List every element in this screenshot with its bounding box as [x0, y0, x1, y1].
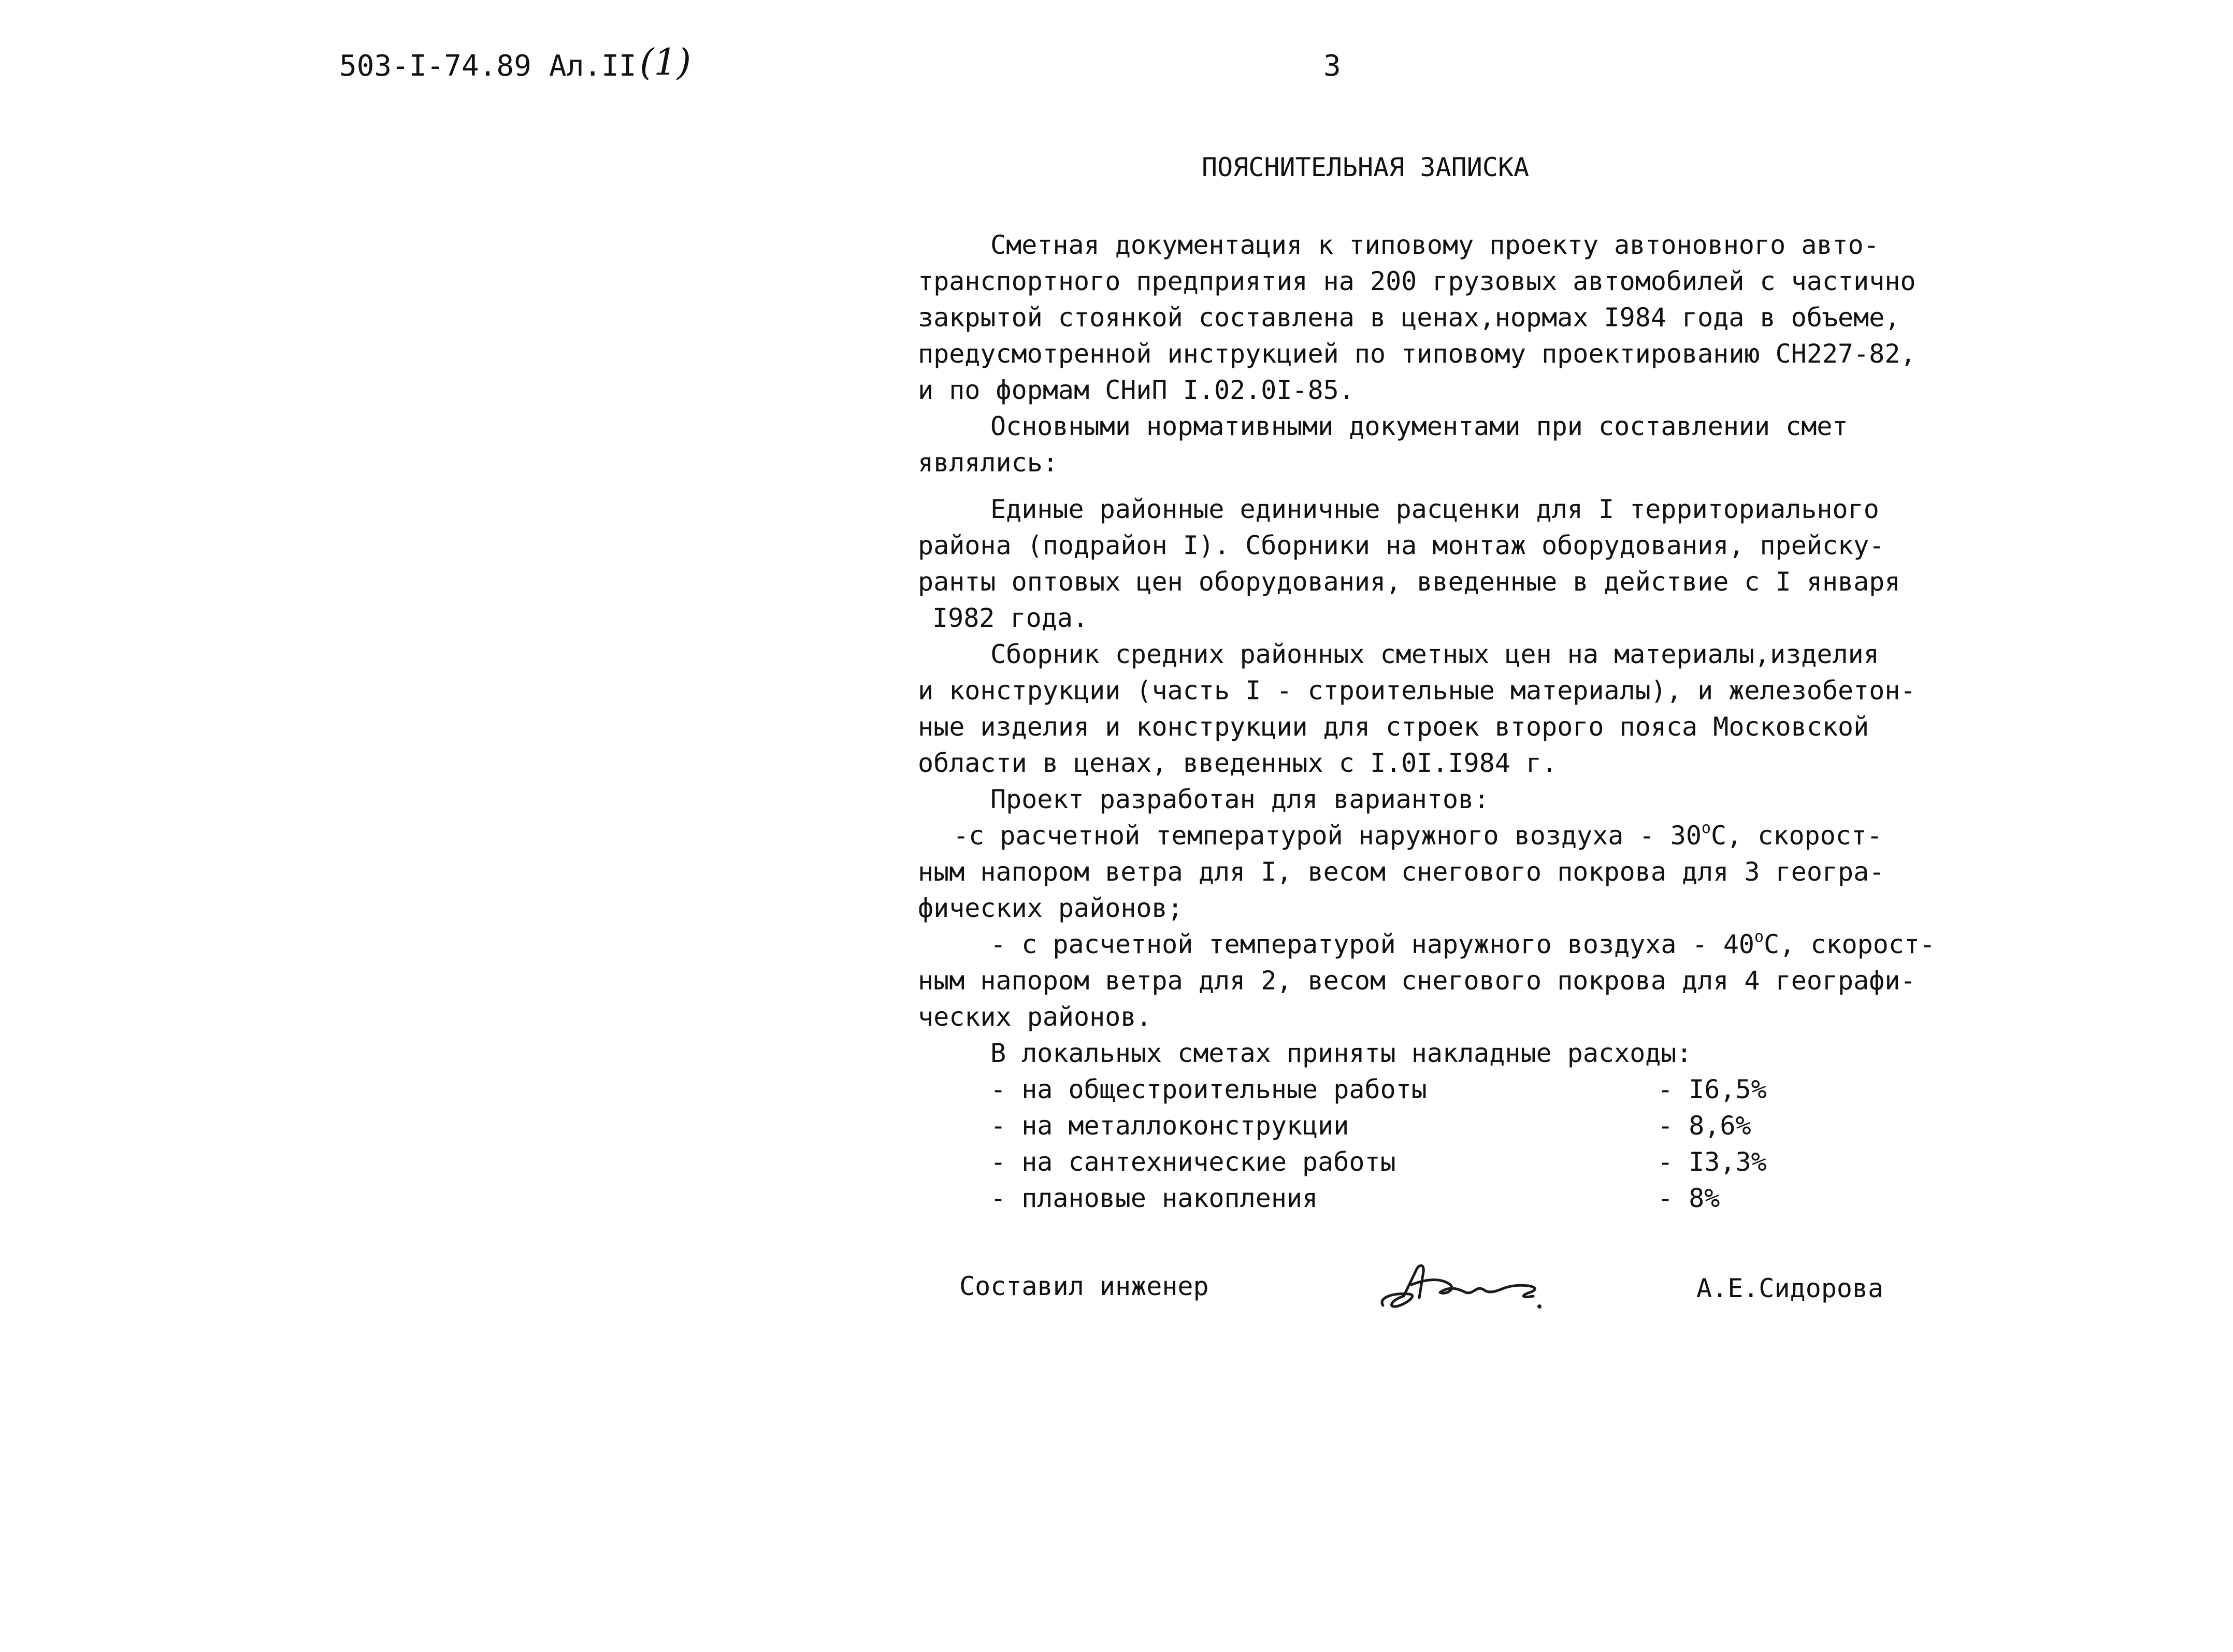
para1-line: Сметная документация к типовому проекту автоновного авто-: [990, 230, 1879, 260]
para4-line: и конструкции (часть I - строительные материалы), и железобетон-: [918, 676, 1916, 706]
overhead-item-value: - 8,6%: [1658, 1111, 1751, 1141]
sheet-label: Ал.II: [549, 49, 637, 83]
degree-sign: o: [1701, 819, 1711, 837]
handwritten-sheet-number: (1): [640, 41, 691, 83]
variant2-line: ческих районов.: [918, 1002, 1152, 1032]
overhead-item-value: - I3,3%: [1658, 1147, 1767, 1177]
para3-line: Единые районные единичные расценки для I территориального: [990, 494, 1879, 524]
overhead-intro: В локальных сметах приняты накладные расходы:: [990, 1038, 1692, 1068]
signature-name: А.Е.Сидорова: [1696, 1273, 1884, 1303]
para4-line: ные изделия и конструкции для строек второго пояса Московской: [918, 712, 1869, 742]
para2-line: Основными нормативными документами при составлении смет: [990, 411, 1848, 441]
overhead-item-label: - плановые накопления: [990, 1183, 1318, 1213]
variant1-line: ным напором ветра для I, весом снегового покрова для 3 геогра-: [918, 857, 1885, 887]
variant1-line: -с расчетной температурой наружного воздуха - 30$^o$С, скорост-: [953, 819, 1883, 851]
overhead-item-value: - 8%: [1658, 1183, 1720, 1213]
signature-role: Составил инженер: [959, 1271, 1209, 1301]
document-code: 503-I-74.89: [339, 49, 531, 83]
para4-line: области в ценах, введенных с I.0I.I984 г.: [918, 748, 1558, 778]
overhead-item-value: - I6,5%: [1658, 1074, 1767, 1104]
degree-sign: o: [1754, 928, 1764, 946]
variant2-line: ным напором ветра для 2, весом снегового покрова для 4 географи-: [918, 966, 1916, 996]
para1-line: транспортного предприятия на 200 грузовых автомобилей с частично: [918, 266, 1916, 296]
para1-line: закрытой стоянкой составлена в ценах,нормах I984 года в объеме,: [918, 303, 1900, 333]
variants-intro: Проект разработан для вариантов:: [990, 784, 1490, 814]
para4-line: Сборник средних районных сметных цен на материалы,изделия: [990, 639, 1879, 669]
handwritten-signature: [1373, 1248, 1569, 1321]
para1-line: и по формам СНиП I.02.0I-85.: [918, 375, 1355, 405]
para3-line: I982 года.: [932, 603, 1089, 633]
page-title: ПОЯСНИТЕЛЬНАЯ ЗАПИСКА: [1202, 152, 1530, 182]
para3-line: района (подрайон I). Сборники на монтаж оборудования, прейску-: [918, 530, 1885, 561]
para2-line: являлись:: [918, 448, 1058, 478]
para1-line: предусмотренной инструкцией по типовому проектированию СН227-82,: [918, 339, 1916, 369]
para3-line: ранты оптовых цен оборудования, введенные в действие с I января: [918, 567, 1900, 597]
page-number: 3: [1323, 49, 1341, 83]
overhead-item-label: - на сантехнические работы: [990, 1147, 1396, 1177]
variant1-line: фических районов;: [918, 893, 1183, 923]
overhead-item-label: - на общестроительные работы: [990, 1074, 1427, 1104]
variant2-line: - с расчетной температурой наружного воздуха - 40$^o$С, скорост-: [990, 928, 1936, 959]
overhead-item-label: - на металлоконструкции: [990, 1111, 1349, 1141]
